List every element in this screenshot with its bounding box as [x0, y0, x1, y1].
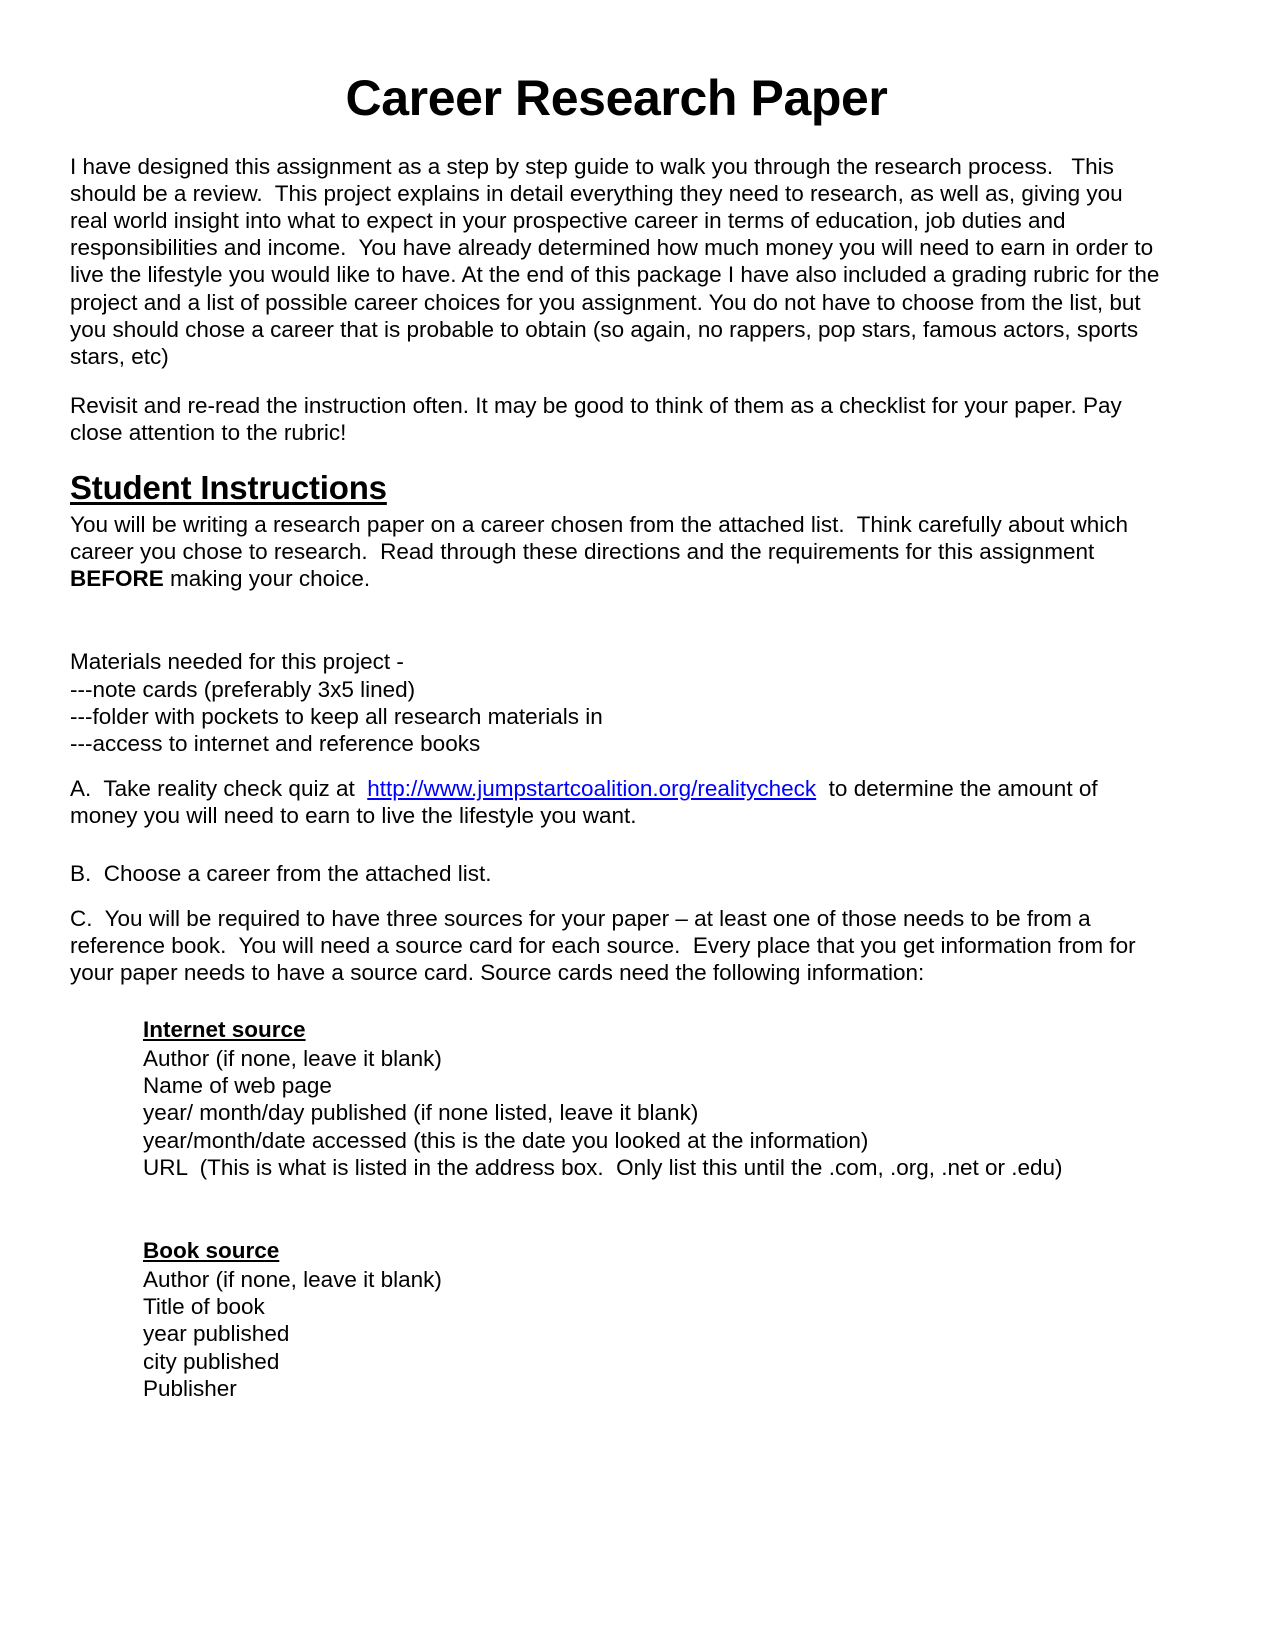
- student-instructions-text-after: making your choice.: [163, 566, 371, 592]
- section-heading-student-instructions: Student Instructions: [70, 468, 387, 506]
- materials-item: ---folder with pockets to keep all research materials in: [70, 703, 603, 729]
- spacer: [70, 887, 1163, 905]
- book-source-field: Author (if none, leave it blank): [143, 1266, 442, 1292]
- realitycheck-link[interactable]: http://www.jumpstartcoalition.org/realitycheck: [367, 776, 817, 802]
- step-a-text-before: A. Take reality check quiz at: [70, 776, 368, 802]
- book-source-field: Publisher: [143, 1376, 237, 1402]
- spacer: [70, 757, 1163, 775]
- materials-heading: Materials needed for this project -: [70, 649, 404, 675]
- student-instructions-text-before: You will be writing a research paper on a career chosen from the attached list. Think carefully about which career you chose to research. Read through these directions and the requirements for this assignment: [70, 511, 1135, 564]
- internet-source-heading-wrap: [143, 1016, 1163, 1044]
- internet-source-field: year/ month/day published (if none listed, leave it blank): [143, 1100, 699, 1126]
- internet-source-field: URL (This is what is listed in the address box. Only list this until the .com, .org, .net or .edu): [143, 1155, 1063, 1181]
- spacer: [70, 830, 1163, 860]
- book-source-heading: Book source: [143, 1238, 280, 1264]
- spacer: [70, 1181, 1163, 1237]
- spacer: [70, 592, 1163, 648]
- internet-source-field: Author (if none, leave it blank): [143, 1045, 442, 1071]
- intro-paragraph-2: Revisit and re-read the instruction often. It may be good to think of them as a checklist for your paper. Pay close attention to the rubric!: [70, 393, 1129, 446]
- materials-block: [70, 648, 1163, 757]
- book-source-heading-wrap: [143, 1237, 1163, 1265]
- book-source-field: city published: [143, 1348, 280, 1374]
- book-source-field: Title of book: [143, 1294, 265, 1320]
- student-instructions-paragraph: [70, 511, 1163, 593]
- step-a-text-after: to determine the amount of money you will need to earn to live the lifestyle you want.: [70, 776, 1104, 829]
- book-source-field: year published: [143, 1321, 290, 1347]
- internet-source-field: year/month/date accessed (this is the date you looked at the information): [143, 1127, 869, 1153]
- internet-source-block: [143, 1016, 1163, 1181]
- step-b: B. Choose a career from the attached list.: [70, 860, 492, 886]
- page-title: Career Research Paper: [345, 70, 888, 126]
- step-c: C. You will be required to have three sources for your paper – at least one of those needs to be from a reference book. You will need a source card for each source. Every place that you get information from for your paper needs to have a source card. Source cards need the following information:: [70, 905, 1142, 986]
- book-source-block: [143, 1237, 1163, 1402]
- intro-paragraph-1: I have designed this assignment as a step by step guide to walk you through the research process. This should be a review. This project explains in detail everything they need to research, as well as, giving you real world insight into what to expect in your prospective career in terms of education, job duties and responsibilities and income. You have already determined how much money you will need to earn in order to live the lifestyle you would like to have. At the end of this package I have also included a grading rubric for the project and a list of possible career choices for you assignment. You do not have to choose from the list, but you should chose a career that is probable to obtain (so again, no rappers, pop stars, famous actors, sports stars, etc): [70, 153, 1166, 370]
- internet-source-field: Name of web page: [143, 1073, 332, 1099]
- materials-item: ---note cards (preferably 3x5 lined): [70, 676, 416, 702]
- materials-item: ---access to internet and reference books: [70, 730, 481, 756]
- spacer: [70, 986, 1163, 1016]
- emphasis-before-word: BEFORE: [70, 566, 164, 592]
- step-a: [70, 775, 1163, 829]
- internet-source-heading: Internet source: [143, 1017, 306, 1043]
